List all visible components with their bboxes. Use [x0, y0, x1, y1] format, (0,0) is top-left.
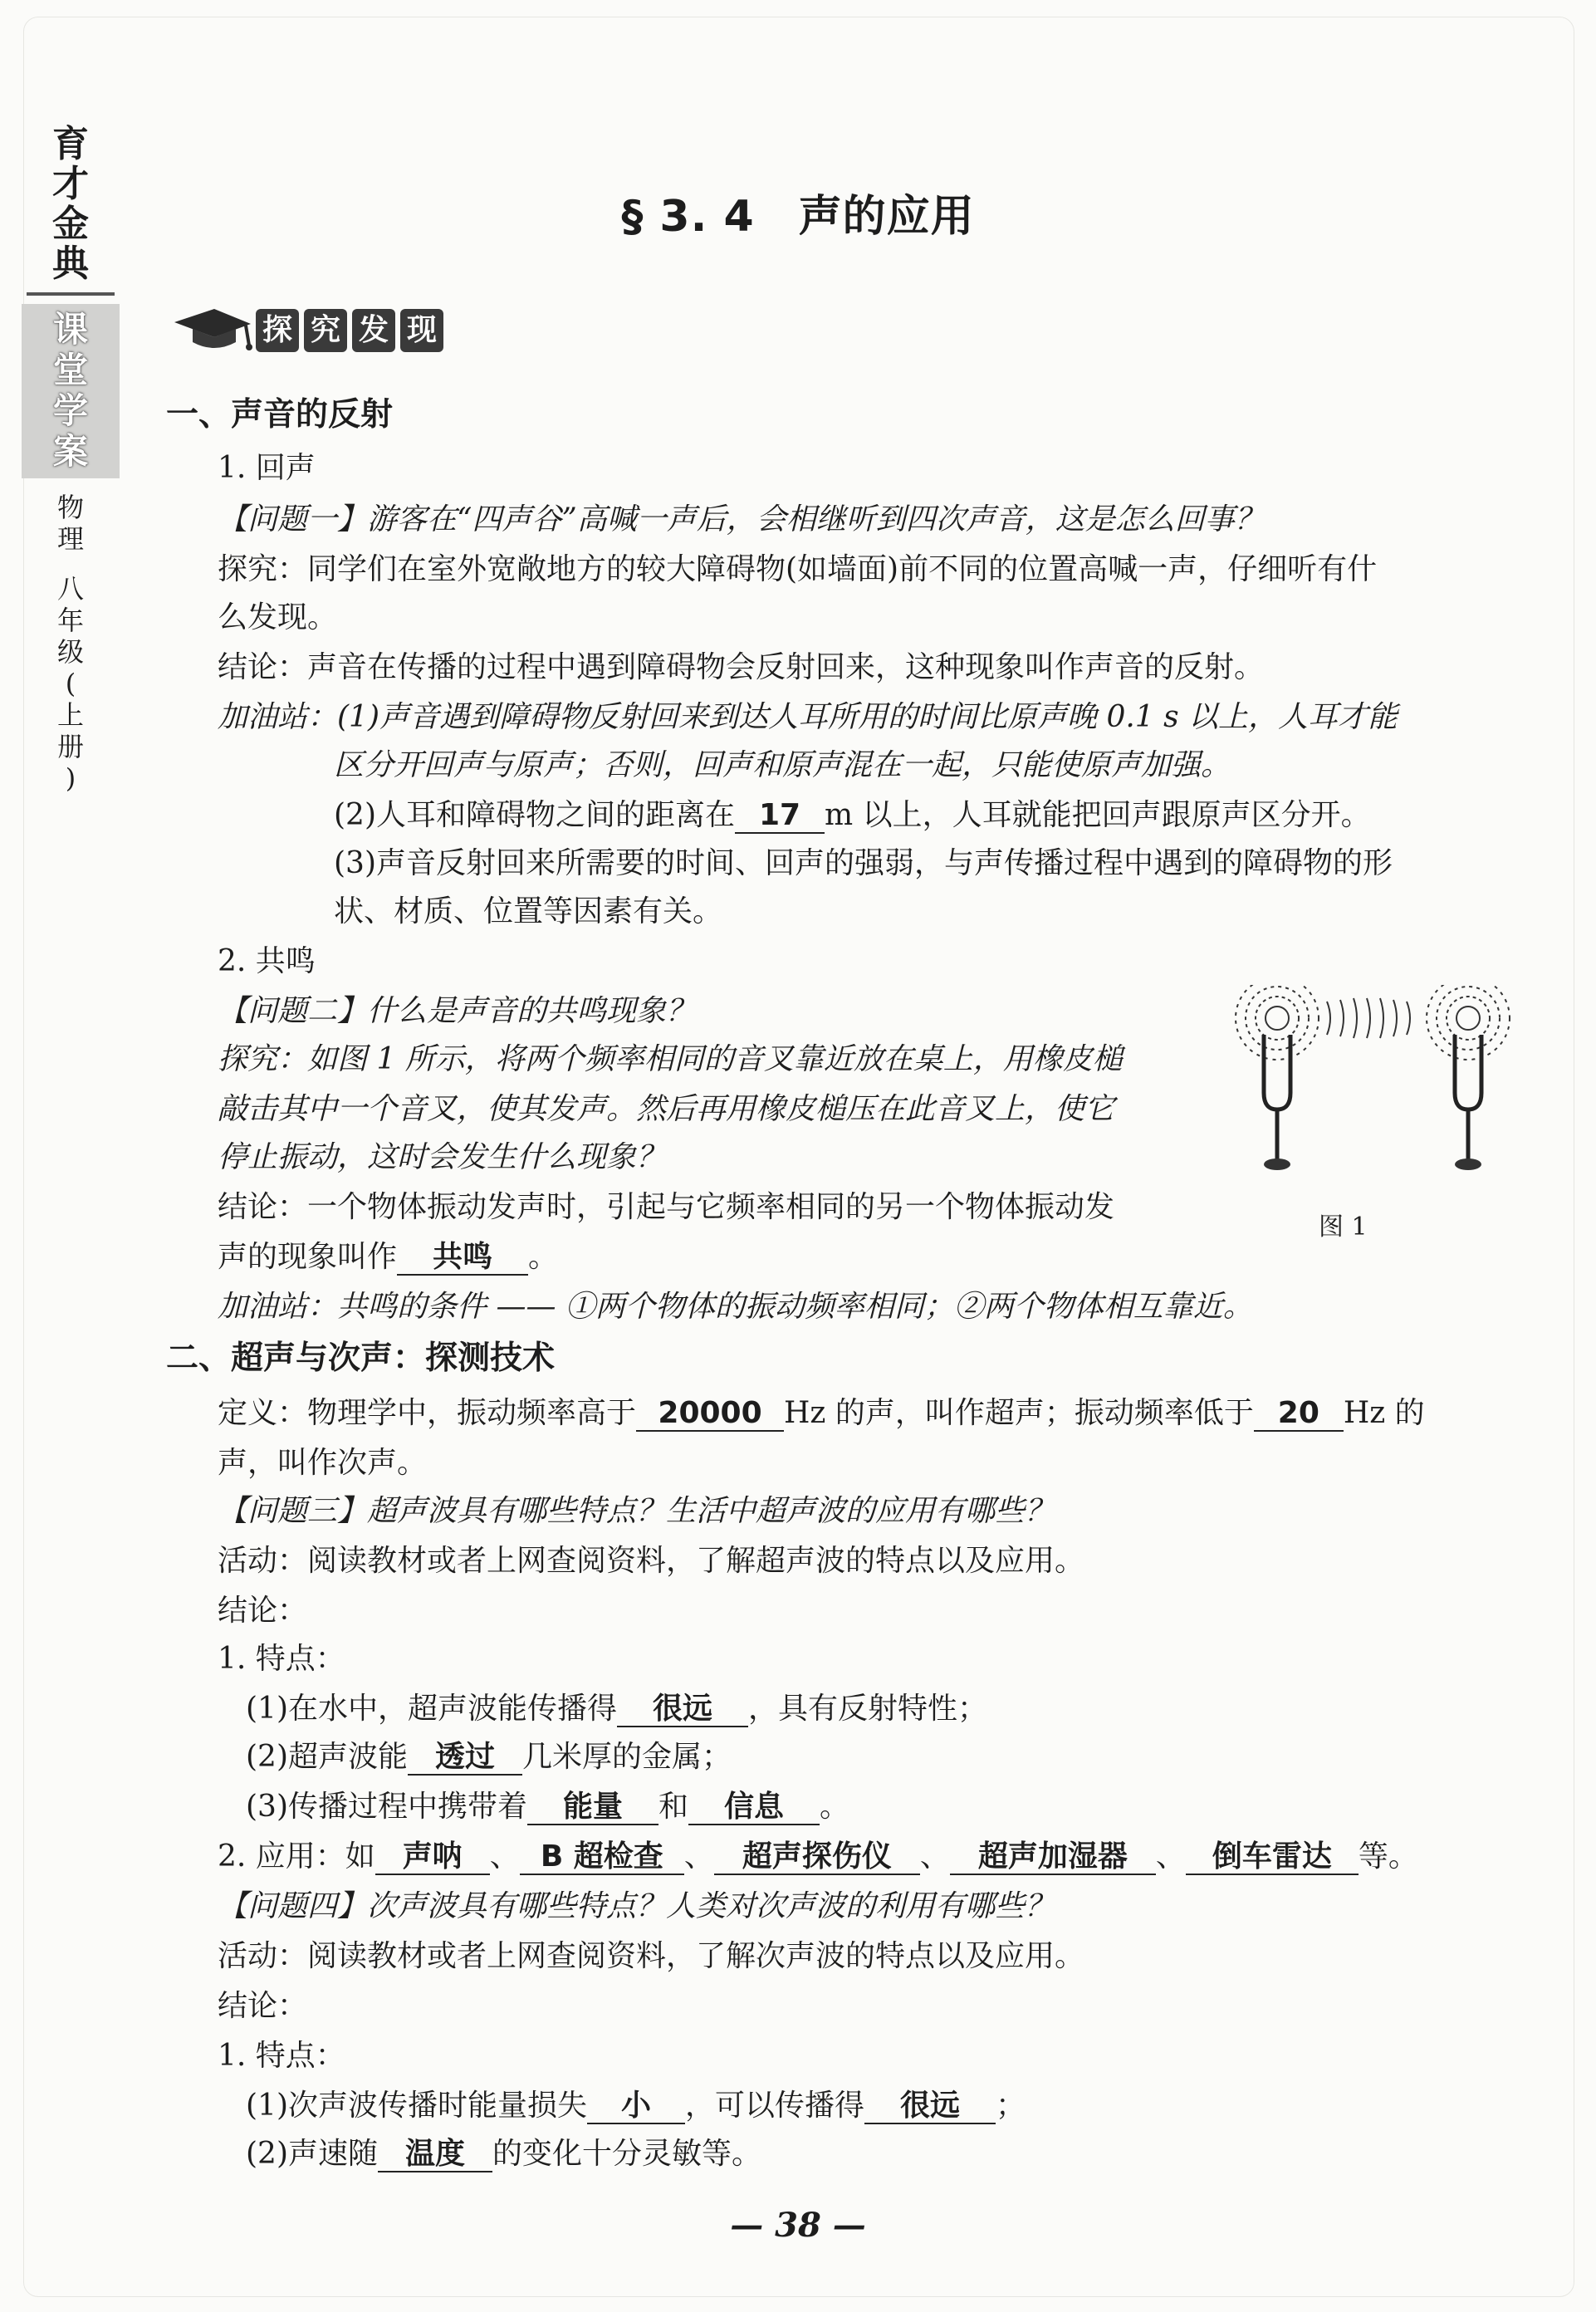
- activity-four: 活动：阅读教材或者上网查阅资料，了解次声波的特点以及应用。: [218, 1939, 1085, 1973]
- tip-three-line1: (3)声音反射回来所需要的时间、回声的强弱，与声传播过程中遇到的障碍物的形: [334, 846, 1393, 880]
- answer-blank: 17: [735, 799, 825, 834]
- answer-blank: 透过: [408, 1741, 522, 1776]
- subheading-resonance: 2. 共鸣: [218, 944, 316, 978]
- subject-char: 物: [56, 492, 84, 523]
- grade-char: ): [65, 762, 76, 794]
- definition-text: Hz 的: [1343, 1396, 1425, 1430]
- banner-char: 探: [256, 309, 299, 352]
- banner-char: 究: [304, 309, 347, 352]
- figure-caption: 图 1: [1319, 1212, 1368, 1242]
- answer-blank: 20: [1254, 1397, 1344, 1432]
- feature-u1: [246, 1691, 987, 1727]
- separator: 、: [489, 1839, 520, 1874]
- tab-char: 学: [52, 390, 88, 431]
- section-banner: [256, 309, 443, 352]
- section-heading-reflection: 一、声音的反射: [166, 396, 394, 434]
- feature-text: 。: [820, 1790, 850, 1824]
- applications-text: 等。: [1358, 1839, 1418, 1874]
- answer-blank: 倒车雷达: [1186, 1840, 1359, 1875]
- grade-char: 八: [56, 573, 84, 605]
- page-number: — 38 —: [730, 2206, 866, 2245]
- subheading-echo: 1. 回声: [218, 451, 316, 485]
- conclusion-three-label: 结论：: [218, 1594, 308, 1628]
- separator: 、: [683, 1839, 714, 1874]
- feature-u3: [246, 1789, 849, 1825]
- answer-blank: 小: [587, 2089, 685, 2124]
- subject-grade-label: [22, 492, 120, 794]
- definition-line2: 声，叫作次声。: [218, 1446, 428, 1480]
- feature-i2: [246, 2136, 761, 2172]
- section-heading-ultrasound: 二、超声与次声：探测技术: [166, 1340, 556, 1377]
- answer-blank: 能量: [527, 1790, 658, 1825]
- question-two: 【问题二】什么是声音的共鸣现象？: [218, 994, 697, 1028]
- feature-text: ，具有反射特性；: [748, 1692, 988, 1726]
- feature-text: (2)超声波能: [246, 1740, 408, 1774]
- conclusion-one: 结论：声音在传播的过程中遇到障碍物会反射回来，这种现象叫作声音的反射。: [218, 650, 1265, 684]
- feature-text: 的变化十分灵敏等。: [492, 2137, 762, 2171]
- subject-char: 理: [56, 523, 84, 555]
- activity-three: 活动：阅读教材或者上网查阅资料，了解超声波的特点以及应用。: [218, 1544, 1085, 1578]
- banner-char: 发: [352, 309, 395, 352]
- answer-blank: 声呐: [375, 1840, 490, 1875]
- tip-two: [334, 797, 1371, 834]
- explore-one-line1: 探究：同学们在室外宽敞地方的较大障碍物(如墙面)前不同的位置高喊一声，仔细听有什: [218, 552, 1378, 586]
- answer-blank: 20000: [636, 1397, 784, 1432]
- explore-two-line3: 停止振动，这时会发生什么现象？: [218, 1140, 667, 1174]
- tip-three-line2: 状、材质、位置等因素有关。: [334, 894, 723, 928]
- feature-text: (2)声速随: [246, 2137, 378, 2171]
- explore-one-line2: 么发现。: [218, 600, 338, 634]
- grade-char: 上: [56, 699, 84, 731]
- definition-line1: [218, 1395, 1425, 1432]
- separator: 、: [1155, 1839, 1186, 1874]
- feature-text: 几米厚的金属；: [522, 1740, 732, 1774]
- explore-two-line2: 敲击其中一个音叉，使其发声。然后再用橡皮槌压在此音叉上，使它: [218, 1092, 1115, 1126]
- question-one: 【问题一】游客在“四声谷”高喊一声后，会相继听到四次声音，这是怎么回事？: [218, 502, 1265, 536]
- tab-char: 案: [52, 431, 88, 472]
- feature-i1: [246, 2088, 1026, 2124]
- rail-tab-ketang: [22, 304, 120, 478]
- feature-text: (1)次声波传播时能量损失: [246, 2089, 587, 2123]
- feature-text: 和: [658, 1790, 689, 1824]
- explore-two-line1: 探究：如图 1 所示，将两个频率相同的音叉靠近放在桌上，用橡皮槌: [218, 1042, 1123, 1076]
- chapter-title: § 3. 4 声的应用: [621, 192, 975, 242]
- tip-two-text: m 以上，人耳就能把回声跟原声区分开。: [825, 798, 1371, 832]
- grade-char: 年: [56, 605, 84, 636]
- answer-blank: 超声探伤仪: [714, 1840, 920, 1875]
- brand-char: 金: [52, 203, 89, 245]
- tuning-forks-figure: [1219, 985, 1526, 1251]
- tab-char: 课: [52, 309, 88, 350]
- answer-blank: 信息: [688, 1790, 820, 1825]
- conclusion-four-label: 结论：: [218, 1989, 308, 2023]
- brand-char: 育: [52, 123, 89, 165]
- brand-char: 才: [52, 163, 89, 205]
- definition-text: Hz 的声，叫作超声；振动频率低于: [784, 1396, 1254, 1430]
- features-infrasound-label: 1. 特点：: [218, 2039, 345, 2073]
- separator: 、: [919, 1839, 950, 1874]
- grade-char: 册: [56, 731, 84, 762]
- question-three: 【问题三】超声波具有哪些特点？生活中超声波的应用有哪些？: [218, 1494, 1055, 1528]
- tip-two-text: (2)人耳和障碍物之间的距离在: [334, 798, 735, 832]
- grade-char: 级: [56, 636, 84, 668]
- tip-one-line1: 加油站：(1)声音遇到障碍物反射回来到达人耳所用的时间比原声晚 0.1 s 以上，人耳才能: [218, 700, 1398, 734]
- banner-char: 现: [400, 309, 443, 352]
- conclusion-text: 。: [528, 1240, 559, 1274]
- question-four: 【问题四】次声波具有哪些特点？人类对次声波的利用有哪些？: [218, 1889, 1055, 1923]
- answer-blank: 很远: [617, 1692, 748, 1727]
- grade-char: (: [65, 668, 76, 699]
- conclusion-two-line1: 结论：一个物体振动发声时，引起与它频率相同的另一个物体振动发: [218, 1190, 1115, 1224]
- feature-text: ，可以传播得: [685, 2089, 865, 2123]
- applications-text: 2. 应用：如: [218, 1839, 375, 1874]
- applications-line: [218, 1839, 1418, 1875]
- tip-four: 加油站：共鸣的条件 —— ①两个物体的振动频率相同；②两个物体相互靠近。: [218, 1290, 1253, 1324]
- features-ultrasound-label: 1. 特点：: [218, 1642, 345, 1676]
- tip-one-line2: 区分开回声与原声；否则，回声和原声混在一起，只能使原声加强。: [334, 748, 1231, 782]
- brand-char: 典: [52, 242, 89, 285]
- tab-char: 堂: [52, 350, 88, 390]
- answer-blank: 共鸣: [397, 1241, 528, 1276]
- definition-text: 定义：物理学中，振动频率高于: [218, 1396, 637, 1430]
- conclusion-two-line2: [218, 1239, 558, 1276]
- conclusion-text: 声的现象叫作: [218, 1240, 398, 1274]
- answer-blank: 很远: [864, 2089, 996, 2124]
- answer-blank: 超声加湿器: [950, 1840, 1156, 1875]
- rail-divider: [27, 292, 115, 296]
- answer-blank: B 超检查: [520, 1840, 684, 1875]
- feature-text: (1)在水中，超声波能传播得: [246, 1692, 617, 1726]
- feature-u2: [246, 1739, 732, 1776]
- graduation-cap-icon: [171, 304, 254, 357]
- answer-blank: 温度: [378, 2138, 492, 2172]
- feature-text: (3)传播过程中携带着: [246, 1790, 527, 1824]
- feature-text: ；: [996, 2089, 1026, 2123]
